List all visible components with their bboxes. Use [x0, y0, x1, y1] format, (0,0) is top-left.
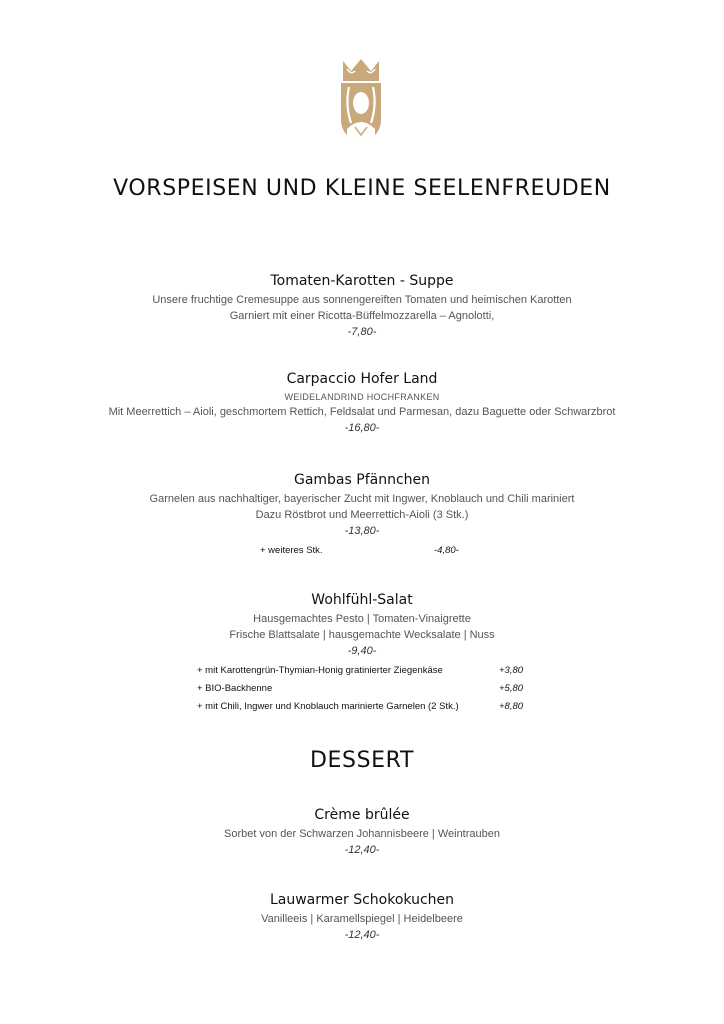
dish-gambas-pfaennchen — [0, 471, 724, 540]
dish-price: -12,40- — [344, 844, 380, 856]
extra-price: +8,80 — [499, 701, 524, 712]
dish-price: -12,40- — [344, 929, 380, 941]
dish-carpaccio-hofer-land — [0, 370, 724, 437]
crown-lady-emblem-icon — [333, 57, 389, 145]
dish-lauwarmer-schokokuchen — [0, 891, 724, 944]
dish-price: -7,80- — [347, 326, 377, 338]
dish-wohlfuehl-salat — [0, 591, 724, 660]
extra-row — [197, 662, 537, 680]
extra-label: + mit Karottengrün-Thymian-Honig gratinierter Ziegenkäse — [197, 665, 443, 676]
logo — [333, 57, 389, 145]
dish-name: Gambas Pfännchen — [293, 472, 431, 488]
extra-row — [197, 680, 537, 698]
dish-name: Tomaten-Karotten - Suppe — [270, 273, 454, 289]
dish-creme-brulee — [0, 806, 724, 859]
dish-description: Hausgemachtes Pesto | Tomaten-Vinaigrette — [253, 613, 471, 625]
extra-price: +5,80 — [499, 683, 524, 694]
dish-extras — [260, 542, 480, 560]
section-title-vorspeisen: VORSPEISEN UND KLEINE SEELENFREUDEN — [113, 176, 611, 201]
dish-description: Mit Meerrettich – Aioli, geschmortem Rettich, Feldsalat und Parmesan, dazu Baguette oder Schwarzbrot — [108, 406, 616, 418]
extra-price: -4,80- — [434, 545, 459, 556]
dish-price: -9,40- — [347, 645, 377, 657]
dish-description: Garnelen aus nachhaltiger, bayerischer Zucht mit Ingwer, Knoblauch und Chili mariniert — [149, 493, 575, 505]
dish-name: Carpaccio Hofer Land — [286, 371, 438, 387]
dish-description: Garniert mit einer Ricotta-Büffelmozzarella – Agnolotti, — [229, 310, 495, 322]
extra-row — [197, 698, 537, 716]
extra-price: +3,80 — [499, 665, 524, 676]
dish-price: -13,80- — [344, 525, 380, 537]
section-title-dessert: DESSERT — [310, 748, 414, 773]
dish-name: Wohlfühl-Salat — [311, 592, 413, 608]
dish-description: Dazu Röstbrot und Meerrettich-Aioli (3 Stk.) — [255, 509, 469, 521]
extra-label: + weiteres Stk. — [260, 545, 323, 556]
extra-label: + BIO-Backhenne — [197, 683, 273, 694]
dish-extras — [197, 662, 537, 716]
dish-description: Vanilleeis | Karamellspiegel | Heidelbeere — [261, 913, 463, 925]
dish-description: Frische Blattsalate | hausgemachte Wecksalate | Nuss — [229, 629, 495, 641]
dish-description: Sorbet von der Schwarzen Johannisbeere | Weintrauben — [224, 828, 500, 840]
extra-row — [260, 542, 480, 560]
dish-name: Crème brûlée — [314, 807, 410, 823]
dish-subtitle: WEIDELANDRIND HOCHFRANKEN — [284, 392, 440, 402]
dish-price: -16,80- — [344, 422, 380, 434]
dish-name: Lauwarmer Schokokuchen — [269, 892, 455, 908]
dish-tomaten-karotten-suppe — [0, 272, 724, 341]
dish-description: Unsere fruchtige Cremesuppe aus sonnengereiften Tomaten und heimischen Karotten — [152, 294, 572, 306]
extra-label: + mit Chili, Ingwer und Knoblauch marinierte Garnelen (2 Stk.) — [197, 701, 459, 712]
